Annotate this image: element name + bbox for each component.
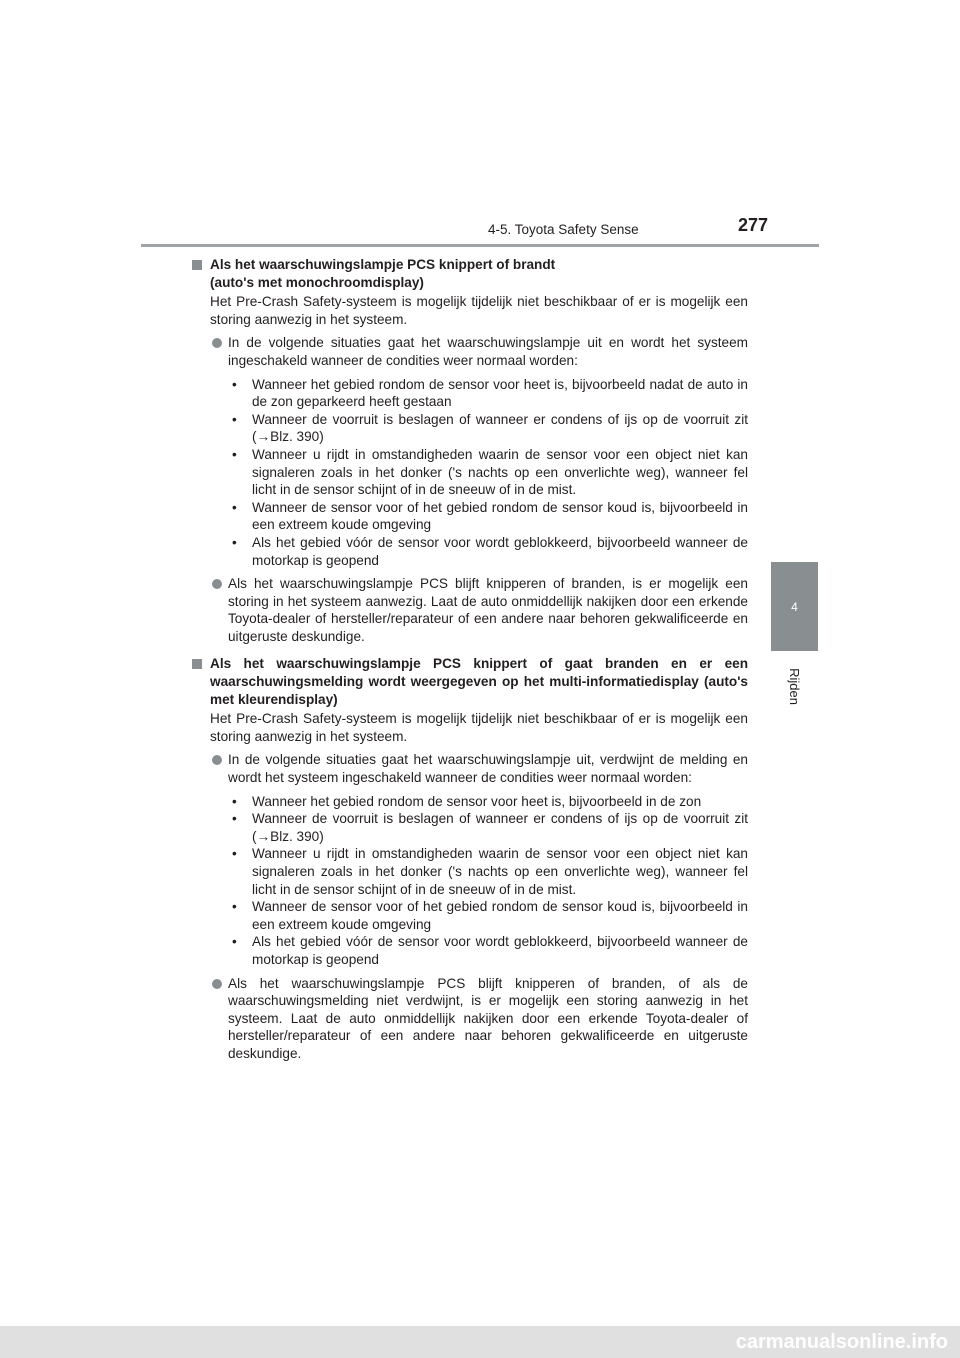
list-item: • Wanneer het gebied rondom de sensor voor heet is, bijvoorbeeld in de zon — [232, 793, 748, 811]
section1-bullet-list — [210, 376, 748, 570]
list-item: • Wanneer de voorruit is beslagen of wanneer er condens of ijs op de voorruit zit (→Blz. 390) — [232, 810, 748, 845]
circle-bullet-icon — [212, 979, 222, 989]
section1-item2 — [210, 575, 748, 645]
list-item: • Wanneer de sensor voor of het gebied rondom de sensor koud is, bijvoorbeeld in een extreem koude omgeving — [232, 499, 748, 534]
chapter-tab[interactable] — [771, 562, 818, 651]
section2-item1-text: In de volgende situaties gaat het waarschuwingslampje uit, verdwijnt de melding en wordt het systeem ingeschakeld wanneer de condities weer normaal worden: — [228, 752, 748, 786]
section2-item2 — [210, 975, 748, 1063]
list-item: • Wanneer u rijdt in omstandigheden waarin de sensor voor een object niet kan signaleren zoals in het donker ('s nachts op een onverlichte weg), wanneer fel licht in de sensor schijnt of in de sneeuw of in de mist. — [232, 446, 748, 499]
section2-bullet-list — [210, 793, 748, 969]
section1-heading — [192, 256, 748, 291]
section1-item2-text: Als het waarschuwingslampje PCS blijft knipperen of branden, is er mogelijk een storing in het systeem aanwezig. Laat de auto onmiddellijk nakijken door een erkende Toyota-dealer of hersteller/reparateur of een andere naar behoren gekwalificeerde en uitgeruste deskundige. — [228, 576, 748, 644]
chapter-number: 4 — [791, 599, 798, 614]
header-divider — [141, 244, 819, 247]
watermark-text: carmanualsonline.info — [735, 1330, 948, 1353]
page-content — [210, 256, 748, 1069]
square-bullet-icon — [192, 659, 202, 669]
chapter-label-container — [771, 651, 818, 721]
section1-intro: Het Pre-Crash Safety-systeem is mogelijk tijdelijk niet beschikbaar of er is mogelijk een storing aanwezig in het systeem. — [210, 294, 748, 327]
list-item: • Wanneer het gebied rondom de sensor voor heet is, bijvoorbeeld nadat de auto in de zon geparkeerd heeft gestaan — [232, 376, 748, 411]
square-bullet-icon — [192, 260, 202, 270]
list-item: • Als het gebied vóór de sensor voor wordt geblokkeerd, bijvoorbeeld wanneer de motorkap is geopend — [232, 534, 748, 569]
list-item: • Wanneer de sensor voor of het gebied rondom de sensor koud is, bijvoorbeeld in een extreem koude omgeving — [232, 898, 748, 933]
chapter-label: Rijden — [786, 667, 802, 705]
section2-item2-text: Als het waarschuwingslampje PCS blijft knipperen of branden, of als de waarschuwingsmelding niet verdwijnt, is er mogelijk een storing aanwezig in het systeem. Laat de auto onmiddellijk nakijken door een erkende Toyota-dealer of hersteller/reparateur of een andere naar behoren gekwalificeerde en uitgeruste deskundige. — [228, 975, 748, 1061]
watermark-banner[interactable] — [0, 1326, 960, 1358]
circle-bullet-icon — [212, 338, 222, 348]
circle-bullet-icon — [212, 755, 222, 765]
section1-item1-text: In de volgende situaties gaat het waarschuwingslampje uit en wordt het systeem ingeschakeld wanneer de condities weer normaal worden: — [228, 335, 748, 368]
section2-heading-text: Als het waarschuwingslampje PCS knippert of gaat branden en er een waarschuwingsmelding wordt weergegeven op het multi-informatiedisplay (auto's met kleurendisplay) — [210, 656, 748, 707]
section2-heading — [192, 655, 748, 708]
page-number: 277 — [738, 215, 769, 235]
circle-bullet-icon — [212, 579, 222, 589]
section1-heading-line2: (auto's met monochroomdisplay) — [210, 274, 424, 290]
section2-item1 — [210, 751, 748, 786]
section2-intro: Het Pre-Crash Safety-systeem is mogelijk tijdelijk niet beschikbaar of er is mogelijk een storing aanwezig in het systeem. — [210, 711, 748, 744]
section1-item1 — [210, 334, 748, 369]
list-item: • Wanneer de voorruit is beslagen of wanneer er condens of ijs op de voorruit zit (→Blz. 390) — [232, 411, 748, 446]
section-title: 4-5. Toyota Safety Sense — [488, 222, 639, 237]
section1-heading-line1: Als het waarschuwingslampje PCS knippert of brandt — [210, 257, 556, 272]
list-item: • Als het gebied vóór de sensor voor wordt geblokkeerd, bijvoorbeeld wanneer de motorkap is geopend — [232, 933, 748, 968]
list-item: • Wanneer u rijdt in omstandigheden waarin de sensor voor een object niet kan signaleren zoals in het donker ('s nachts op een onverlichte weg), wanneer fel licht in de sensor schijnt of in de sneeuw of in de mist. — [232, 845, 748, 898]
